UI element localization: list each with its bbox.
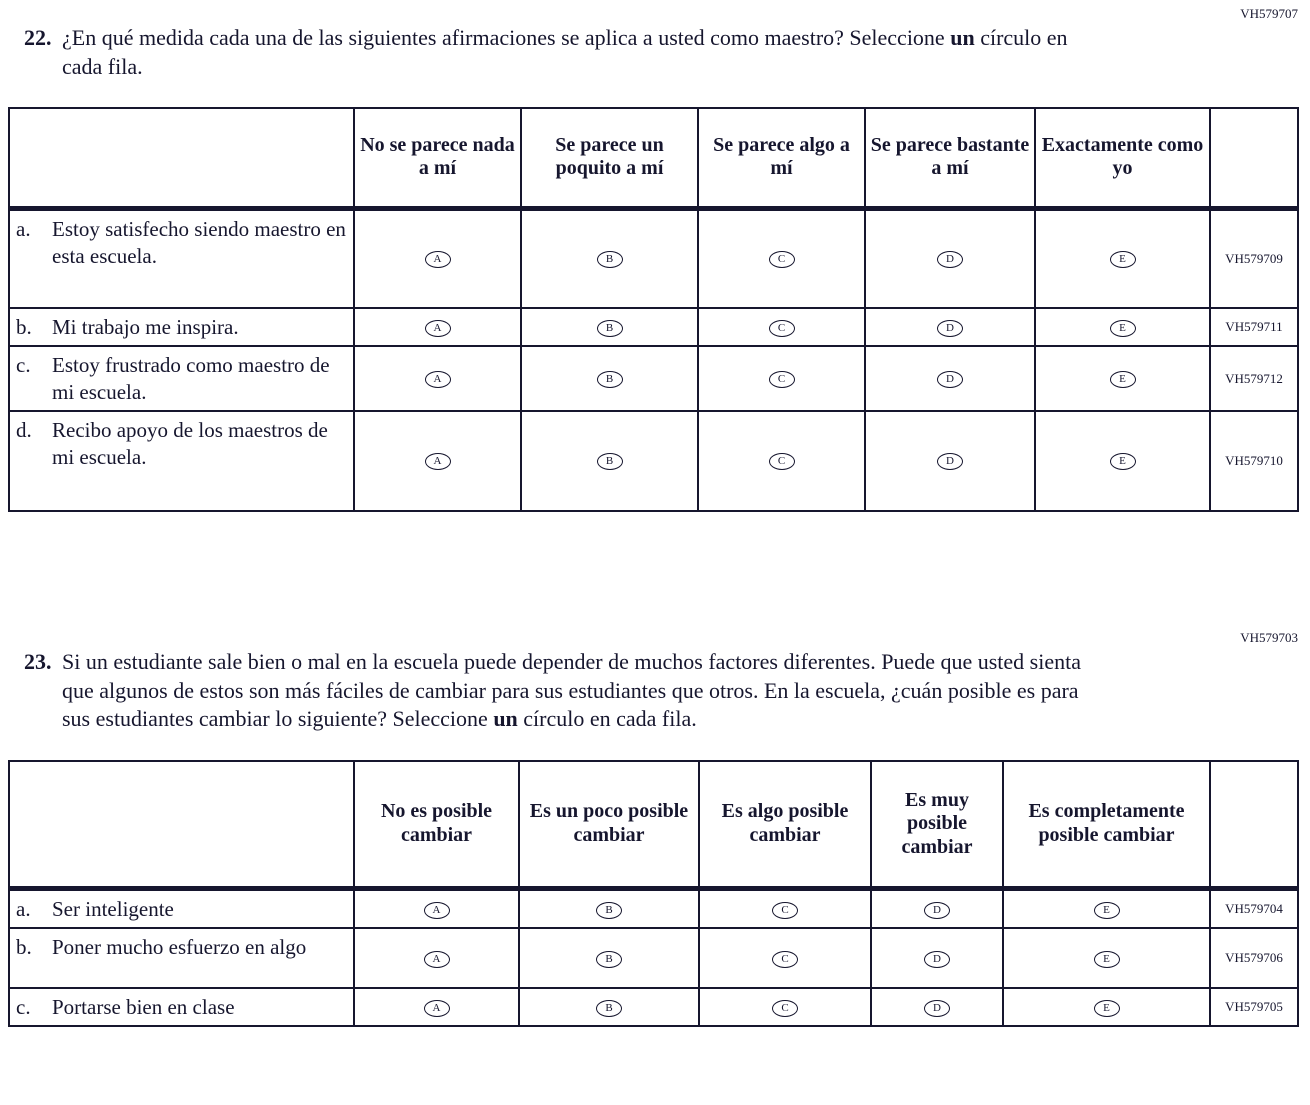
option-bubble-a[interactable]: A <box>425 320 451 337</box>
q22-col-header-3: Se parece algo a mí <box>698 108 865 208</box>
row-text: Estoy satisfecho siendo maestro en esta escuela. <box>52 216 346 268</box>
option-cell <box>1035 208 1210 308</box>
option-bubble-c[interactable]: C <box>769 320 795 337</box>
option-cell <box>698 308 865 346</box>
option-cell <box>354 988 519 1026</box>
q23-col-header-2: Es un poco posible cambiar <box>519 761 699 889</box>
row-label <box>9 988 354 1026</box>
option-cell <box>865 308 1035 346</box>
row-code: VH579704 <box>1210 889 1298 928</box>
option-bubble-d[interactable]: D <box>937 453 963 470</box>
q22-col-header-1: No se parece nada a mí <box>354 108 521 208</box>
q23-row-c <box>9 988 1298 1026</box>
row-text: Recibo apoyo de los maestros de mi escuela. <box>52 417 328 469</box>
row-label <box>9 208 354 308</box>
prompt-bold-word: un <box>950 25 975 50</box>
question-23-number: 23. <box>24 648 52 674</box>
row-letter: d. <box>16 417 32 442</box>
option-cell <box>699 988 871 1026</box>
row-code: VH579706 <box>1210 928 1298 988</box>
option-cell <box>1003 928 1210 988</box>
option-cell <box>354 208 521 308</box>
option-bubble-a[interactable]: A <box>424 1000 450 1017</box>
q23-col-header-5: Es completamente posible cambiar <box>1003 761 1210 889</box>
row-text: Poner mucho esfuerzo en algo <box>52 935 307 960</box>
row-code: VH579712 <box>1210 346 1298 411</box>
q23-code-header-cell <box>1210 761 1298 889</box>
q22-table <box>8 107 1299 512</box>
row-letter: b. <box>16 315 32 340</box>
row-letter: c. <box>16 353 31 378</box>
option-bubble-b[interactable]: B <box>596 1000 622 1017</box>
option-cell <box>521 208 698 308</box>
q22-code-header-cell <box>1210 108 1298 208</box>
option-cell <box>1035 308 1210 346</box>
option-bubble-a[interactable]: A <box>424 902 450 919</box>
row-text: Mi trabajo me inspira. <box>52 315 239 340</box>
option-bubble-b[interactable]: B <box>597 320 623 337</box>
option-cell <box>1035 346 1210 411</box>
option-bubble-a[interactable]: A <box>424 951 450 968</box>
q23-col-header-3: Es algo posible cambiar <box>699 761 871 889</box>
option-bubble-e[interactable]: E <box>1110 251 1136 268</box>
option-bubble-c[interactable]: C <box>772 951 798 968</box>
question-23 <box>8 648 1300 734</box>
row-code: VH579705 <box>1210 988 1298 1026</box>
question-23-prompt <box>62 648 1087 734</box>
option-bubble-e[interactable]: E <box>1110 453 1136 470</box>
option-bubble-a[interactable]: A <box>425 371 451 388</box>
row-text: Ser inteligente <box>52 897 174 922</box>
option-cell <box>698 346 865 411</box>
option-bubble-d[interactable]: D <box>924 951 950 968</box>
row-label <box>9 308 354 346</box>
option-bubble-c[interactable]: C <box>769 371 795 388</box>
q22-corner-cell <box>9 108 354 208</box>
q22-row-d <box>9 411 1298 511</box>
q23-table <box>8 760 1299 1027</box>
option-cell <box>521 411 698 511</box>
option-cell <box>698 411 865 511</box>
option-bubble-a[interactable]: A <box>425 453 451 470</box>
option-cell <box>871 928 1003 988</box>
option-cell <box>865 208 1035 308</box>
option-bubble-d[interactable]: D <box>937 251 963 268</box>
option-cell <box>865 346 1035 411</box>
q22-row-b <box>9 308 1298 346</box>
option-bubble-d[interactable]: D <box>937 320 963 337</box>
row-letter: a. <box>16 216 31 241</box>
row-label <box>9 889 354 928</box>
option-cell <box>699 928 871 988</box>
option-cell <box>1003 988 1210 1026</box>
option-bubble-a[interactable]: A <box>425 251 451 268</box>
question-22-code: VH579707 <box>1240 6 1298 21</box>
option-cell <box>519 928 699 988</box>
option-cell <box>699 889 871 928</box>
option-bubble-c[interactable]: C <box>772 902 798 919</box>
option-bubble-c[interactable]: C <box>769 251 795 268</box>
option-bubble-d[interactable]: D <box>924 902 950 919</box>
option-cell <box>871 889 1003 928</box>
question-22 <box>8 24 1300 81</box>
q23-col-header-4: Es muy posible cambiar <box>871 761 1003 889</box>
option-bubble-b[interactable]: B <box>596 951 622 968</box>
row-code: VH579709 <box>1210 208 1298 308</box>
option-cell <box>1035 411 1210 511</box>
option-bubble-b[interactable]: B <box>597 251 623 268</box>
option-cell <box>871 988 1003 1026</box>
option-cell <box>354 308 521 346</box>
row-code: VH579711 <box>1210 308 1298 346</box>
row-code: VH579710 <box>1210 411 1298 511</box>
option-bubble-e[interactable]: E <box>1110 371 1136 388</box>
prompt-text: Si un estudiante sale bien o mal en la escuela puede depender de muchos factores diferentes. Puede que usted sienta que algunos de estos son más fáciles de cambiar para sus estudiantes que otros. En la escuela, ¿cuán posible es para sus estudiantes cambiar lo siguiente? Seleccione <box>62 648 1081 732</box>
row-label <box>9 928 354 988</box>
q23-corner-cell <box>9 761 354 889</box>
prompt-text: ¿En qué medida cada una de las siguientes afirmaciones se aplica a usted como maestro? Seleccione <box>62 25 951 50</box>
row-label <box>9 411 354 511</box>
option-bubble-e[interactable]: E <box>1094 902 1120 919</box>
prompt-text: círculo en cada fila. <box>62 25 1068 79</box>
option-bubble-d[interactable]: D <box>924 1000 950 1017</box>
q22-col-header-5: Exactamente como yo <box>1035 108 1210 208</box>
row-text: Portarse bien en clase <box>52 995 235 1020</box>
option-cell <box>521 346 698 411</box>
option-bubble-c[interactable]: C <box>769 453 795 470</box>
option-bubble-e[interactable]: E <box>1094 951 1120 968</box>
option-cell <box>521 308 698 346</box>
option-bubble-d[interactable]: D <box>937 371 963 388</box>
option-cell <box>865 411 1035 511</box>
option-cell <box>519 889 699 928</box>
row-letter: b. <box>16 935 32 960</box>
q22-col-header-4: Se parece bastante a mí <box>865 108 1035 208</box>
option-cell <box>354 346 521 411</box>
q23-row-b <box>9 928 1298 988</box>
question-22-prompt <box>62 24 1087 81</box>
q22-row-c <box>9 346 1298 411</box>
option-bubble-c[interactable]: C <box>772 1000 798 1017</box>
option-cell <box>354 928 519 988</box>
option-cell <box>354 889 519 928</box>
q23-col-header-1: No es posible cambiar <box>354 761 519 889</box>
question-22-number: 22. <box>24 25 52 50</box>
row-label <box>9 346 354 411</box>
q22-col-header-2: Se parece un poquito a mí <box>521 108 698 208</box>
option-cell <box>698 208 865 308</box>
option-bubble-b[interactable]: B <box>597 453 623 470</box>
row-letter: c. <box>16 995 31 1020</box>
option-cell <box>519 988 699 1026</box>
question-23-code: VH579703 <box>1240 629 1298 645</box>
row-letter: a. <box>16 897 31 922</box>
prompt-bold-word: un <box>493 706 518 732</box>
q23-row-a <box>9 889 1298 928</box>
row-text: Estoy frustrado como maestro de mi escuela. <box>52 353 330 405</box>
option-cell <box>354 411 521 511</box>
q22-row-a <box>9 208 1298 308</box>
option-bubble-b[interactable]: B <box>596 902 622 919</box>
option-cell <box>1003 889 1210 928</box>
option-bubble-e[interactable]: E <box>1094 1000 1120 1017</box>
option-bubble-b[interactable]: B <box>597 371 623 388</box>
prompt-text: círculo en cada fila. <box>517 706 697 732</box>
option-bubble-e[interactable]: E <box>1110 320 1136 337</box>
